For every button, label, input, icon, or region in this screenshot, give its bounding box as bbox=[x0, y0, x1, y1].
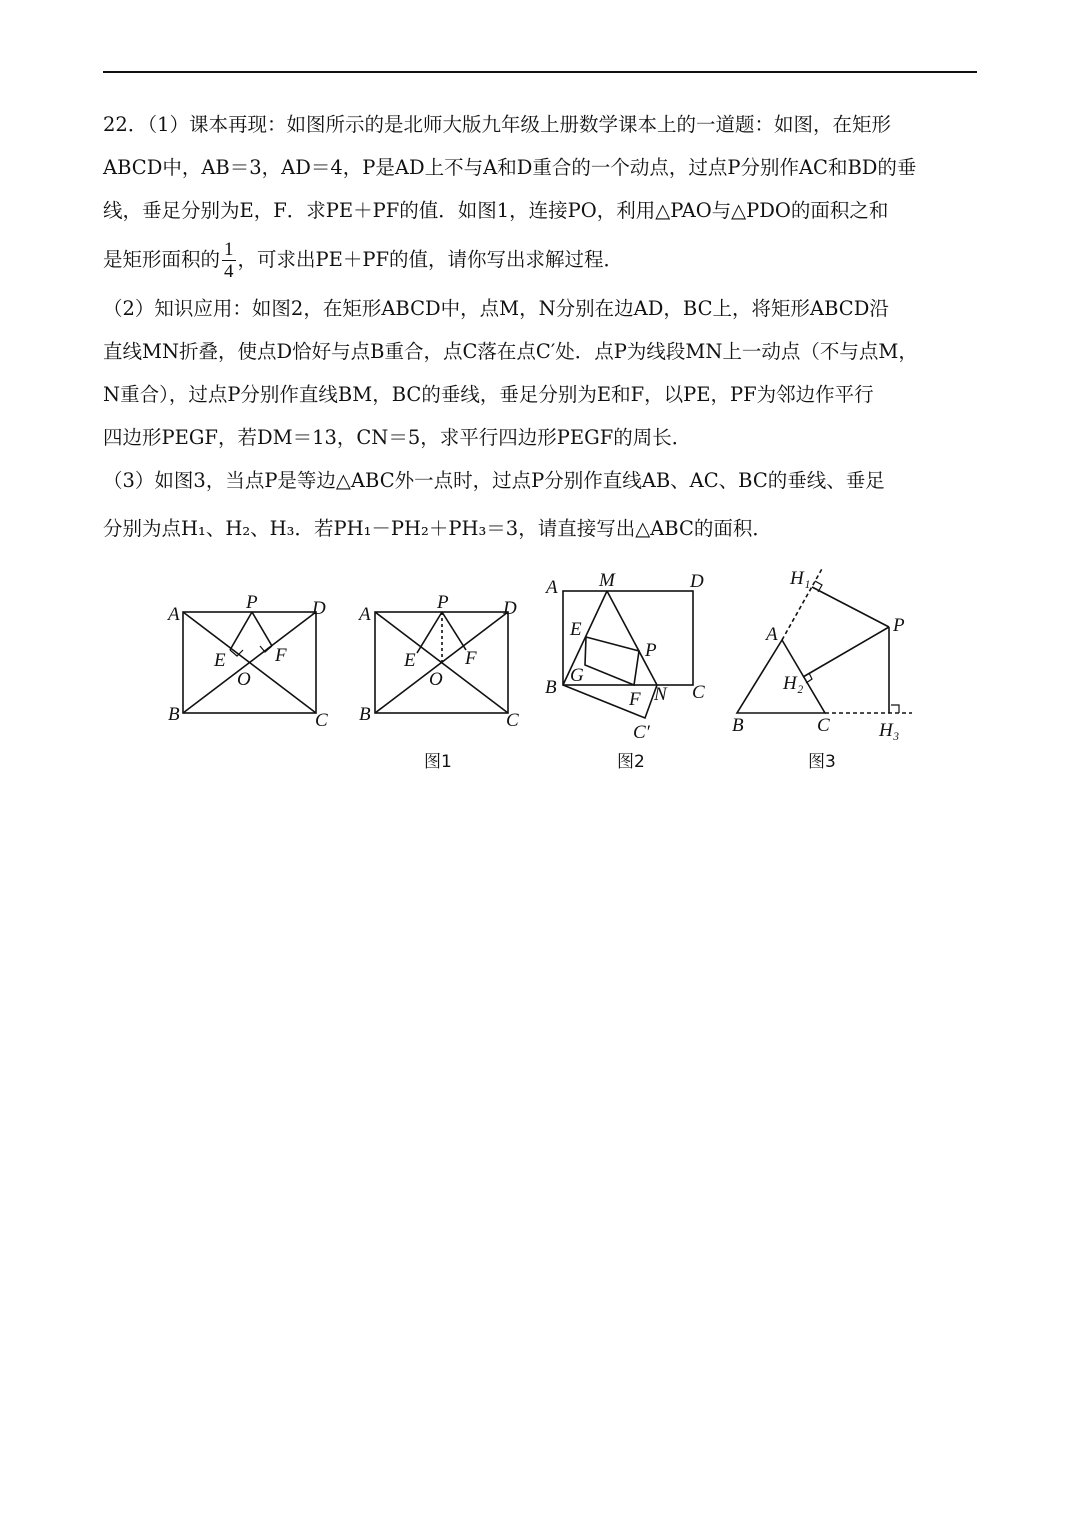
problem-line-4-end: ，可求出PE＋PF的值，请你写出求解过程． bbox=[237, 248, 624, 271]
fig2-label-p: P bbox=[645, 640, 657, 661]
fig3-right-angle-h1 bbox=[815, 581, 822, 592]
fig3-caption: 图3 bbox=[808, 752, 836, 772]
fig1b-label-d: D bbox=[503, 598, 517, 619]
fig3-label-h2: H₂ bbox=[783, 673, 804, 694]
fig1-label-b: B bbox=[168, 704, 180, 725]
fig2-folded-bcn bbox=[563, 685, 657, 718]
fig2-label-e: E bbox=[570, 619, 582, 640]
fig2-label-g: G bbox=[570, 665, 584, 686]
fraction-denominator: 4 bbox=[224, 261, 234, 282]
problem-line-1: 22．（1）课本再现：如图所示的是北师大版九年级上册数学课本上的一道题：如图，在矩形 bbox=[103, 113, 891, 136]
figure-3 bbox=[737, 567, 912, 713]
fig2-label-f: F bbox=[629, 689, 641, 710]
problem-line-8: 四边形PEGF，若DM＝13，CN＝5，求平行四边形PEGF的周长． bbox=[103, 426, 692, 449]
fig1-label-e: E bbox=[214, 650, 226, 671]
fig2-label-n: N bbox=[654, 684, 667, 705]
fig3-label-h3: H₃ bbox=[879, 720, 900, 741]
fig2-label-a: A bbox=[546, 577, 558, 598]
fig1b-label-b: B bbox=[359, 704, 371, 725]
fig1-label-o: O bbox=[237, 669, 251, 690]
fig2-label-m: M bbox=[599, 570, 615, 591]
figure-1-left bbox=[183, 612, 316, 713]
fig3-label-p: P bbox=[893, 615, 905, 636]
fig1b-label-o: O bbox=[429, 669, 443, 690]
fig1-label-d: D bbox=[312, 598, 326, 619]
figure-2 bbox=[563, 591, 693, 718]
fig3-right-angle-h3 bbox=[891, 705, 899, 713]
problem-line-4-start: 是矩形面积的 bbox=[103, 248, 221, 271]
problem-line-3: 线，垂足分别为E，F．求PE＋PF的值．如图1，连接PO，利用△PAO与△PDO的面积之和 bbox=[103, 199, 889, 222]
fig1b-label-p: P bbox=[437, 592, 449, 613]
fig3-label-b: B bbox=[732, 715, 744, 736]
fig1-caption: 图1 bbox=[424, 752, 452, 772]
fig3-label-a: A bbox=[766, 624, 778, 645]
fig1b-pe bbox=[417, 612, 442, 653]
figure-1-right bbox=[375, 612, 508, 713]
problem-line-9: （3）如图3，当点P是等边△ABC外一点时，过点P分别作直线AB、AC、BC的垂线、垂足 bbox=[103, 469, 885, 492]
fraction-numerator: 1 bbox=[224, 239, 234, 260]
fig2-caption: 图2 bbox=[617, 752, 645, 772]
problem-line-10: 分别为点H₁、H₂、H₃．若PH₁－PH₂＋PH₃＝3，请直接写出△ABC的面积． bbox=[103, 517, 772, 540]
problem-line-5: （2）知识应用：如图2，在矩形ABCD中，点M，N分别在边AD，BC上，将矩形ABCD沿 bbox=[103, 297, 889, 320]
problem-line-7: N重合），过点P分别作直线BM，BC的垂线，垂足分别为E和F，以PE，PF为邻边作平行 bbox=[103, 383, 874, 406]
fig3-label-c: C bbox=[817, 715, 830, 736]
fig2-label-c: C bbox=[692, 682, 705, 703]
fig2-label-b: B bbox=[545, 677, 557, 698]
fig1-label-p: P bbox=[246, 592, 258, 613]
fig1-label-f: F bbox=[275, 645, 287, 666]
fig1b-label-e: E bbox=[404, 650, 416, 671]
fig1-label-a: A bbox=[168, 604, 180, 625]
fig1b-pf bbox=[442, 612, 466, 650]
fig3-ph1 bbox=[812, 587, 889, 627]
problem-line-2: ABCD中，AB＝3，AD＝4，P是AD上不与A和D重合的一个动点，过点P分别作AC和BD的垂 bbox=[103, 156, 917, 179]
fig3-label-h1: H₁ bbox=[790, 568, 811, 589]
fig1-label-c: C bbox=[315, 710, 328, 731]
fig1b-label-a: A bbox=[359, 604, 371, 625]
fig2-parallelogram-pegf bbox=[585, 637, 639, 685]
fig3-ph2 bbox=[803, 627, 889, 677]
fig1b-label-c: C bbox=[506, 710, 519, 731]
fig2-label-d: D bbox=[690, 571, 704, 592]
fig1-pe bbox=[230, 612, 252, 650]
fig3-triangle-abc bbox=[737, 640, 825, 713]
problem-line-6: 直线MN折叠，使点D恰好与点B重合，点C落在点C′处．点P为线段MN上一动点（不与点M， bbox=[103, 340, 918, 363]
fig1-pf bbox=[252, 612, 272, 646]
fig2-label-c-prime: C′ bbox=[633, 722, 650, 743]
fig1b-label-f: F bbox=[465, 648, 477, 669]
fig2-mn bbox=[607, 591, 657, 685]
